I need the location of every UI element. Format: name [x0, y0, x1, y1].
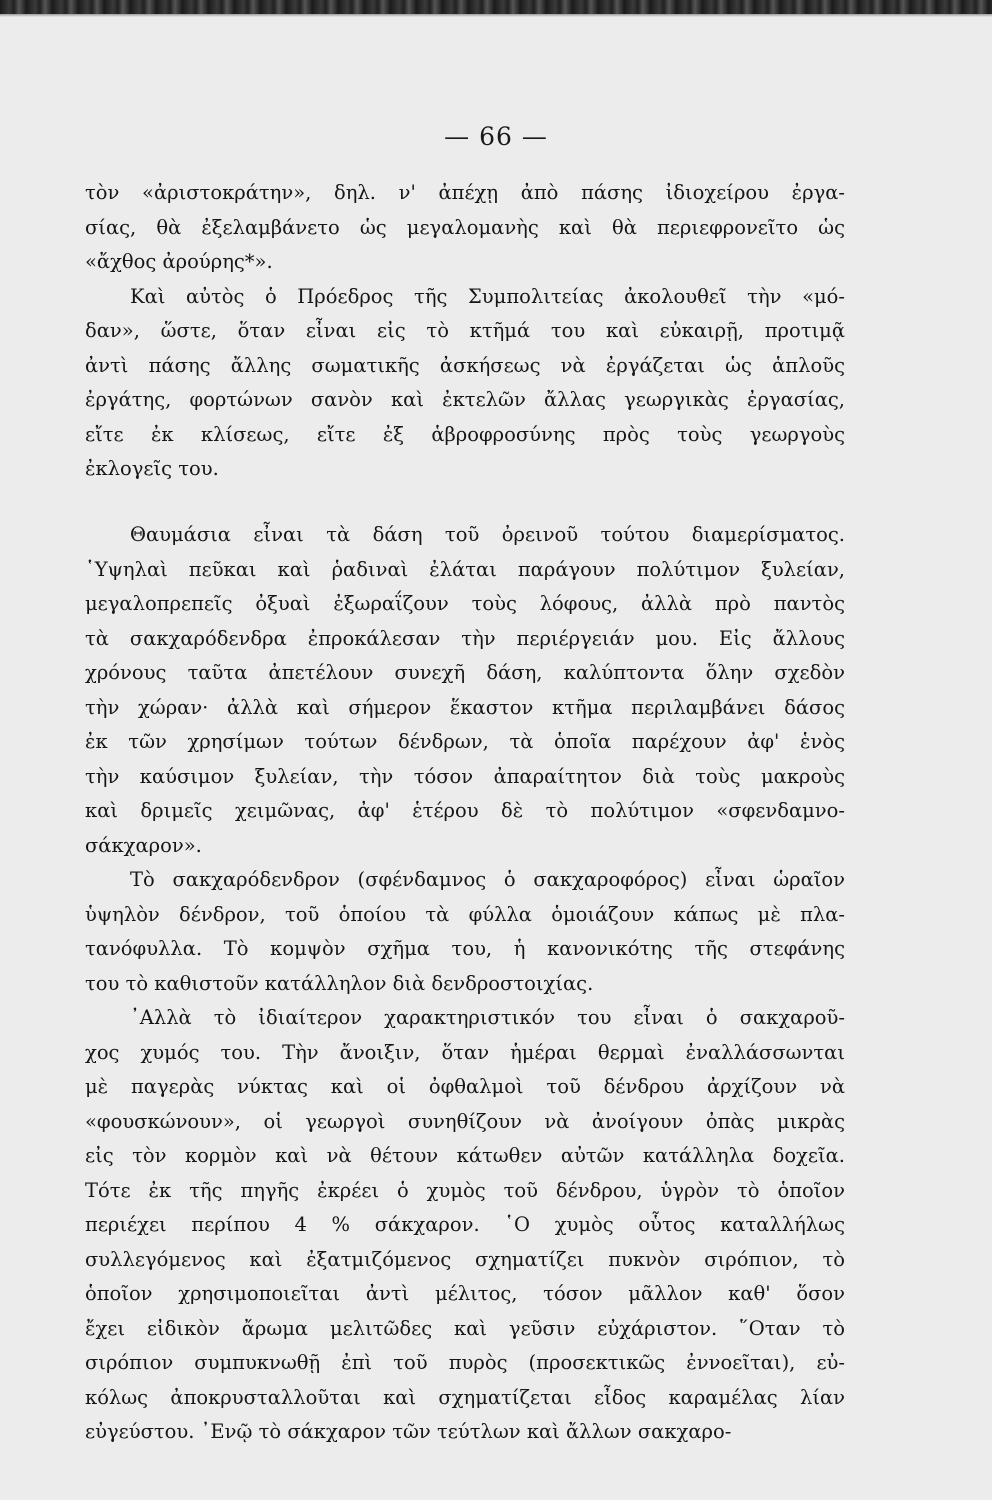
text-line: εὐγεύστου. ᾿Ενῷ τὸ σάκχαρον τῶν τεύτλων καὶ ἄλλων σακχαρο-	[85, 1420, 732, 1443]
text-line: «ἄχθος ἀρούρης*».	[85, 250, 273, 273]
text-line: ἐκ τῶν χρησίμων τούτων δένδρων, τὰ ὁποῖα παρέχουν ἀφ' ἑνὸς	[85, 730, 845, 753]
text-line: μεγαλοπρεπεῖς ὀξυαὶ ἐξωραΐζουν τοὺς λόφους, ἀλλὰ πρὸ παντὸς	[85, 592, 845, 615]
text-line: τὴν καύσιμον ξυλείαν, τὴν τόσον ἀπαραίτητον διὰ τοὺς μακροὺς	[85, 764, 845, 788]
text-line: εἰς τὸν κορμὸν καὶ νὰ θέτουν κάτωθεν αὐτῶν κατάλληλα δοχεῖα.	[85, 1144, 845, 1167]
text-line: ὁποῖον χρησιμοποιεῖται ἀντὶ μέλιτος, τόσον μᾶλλον καθ' ὅσον	[85, 1282, 845, 1305]
paragraph	[85, 280, 845, 487]
text-line: «φουσκώνουν», οἱ γεωργοὶ συνηθίζουν νὰ ἀνοίγουν ὀπὰς μικρὰς	[85, 1109, 845, 1133]
text-line: τὰ σακχαρόδενδρα ἐπροκάλεσαν τὴν περιέργειάν μου. Εἰς ἄλλους	[85, 626, 845, 650]
text-line: ἔχει εἰδικὸν ἄρωμα μελιτῶδες καὶ γεῦσιν εὐχάριστον. ῞Οταν τὸ	[85, 1316, 845, 1340]
text-line: περιέχει περίπου 4 % σάκχαρον. ῾Ο χυμὸς οὗτος καταλλήλως	[85, 1213, 845, 1236]
text-line: τανόφυλλα. Τὸ κομψὸν σχῆμα του, ἡ κανονικότης τῆς στεφάνης	[85, 937, 845, 960]
text-line: Τότε ἐκ τῆς πηγῆς ἐκρέει ὁ χυμὸς τοῦ δένδρου, ὑγρὸν τὸ ὁποῖον	[85, 1178, 845, 1202]
text-line: καὶ δριμεῖς χειμῶνας, ἀφ' ἑτέρου δὲ τὸ πολύτιμον «σφενδαμνο-	[85, 799, 845, 822]
text-line: δαν», ὥστε, ὅταν εἶναι εἰς τὸ κτῆμά του καὶ εὐκαιρῇ, προτιμᾷ	[85, 319, 845, 342]
text-line: εἴτε ἐκ κλίσεως, εἴτε ἐξ ἁβροφροσύνης πρὸς τοὺς γεωργοὺς	[85, 422, 845, 446]
text-line: ῾Υψηλαὶ πεῦκαι καὶ ῥαδιναὶ ἐλάται παράγουν πολύτιμον ξυλείαν,	[85, 557, 845, 581]
text-line: ὑψηλὸν δένδρον, τοῦ ὁποίου τὰ φύλλα ὁμοιάζουν κάπως μὲ πλα-	[85, 902, 845, 926]
text-line: χρόνους ταῦτα ἀπετέλουν συνεχῆ δάση, καλύπτοντα ὅλην σχεδὸν	[85, 661, 845, 684]
paragraph	[85, 1001, 845, 1450]
paragraph	[85, 518, 845, 863]
text-line: σίας, θὰ ἐξελαμβάνετο ὡς μεγαλομανὴς καὶ θὰ περιεφρονεῖτο ὡς	[85, 215, 845, 239]
text-line: μὲ παγερὰς νύκτας καὶ οἱ ὀφθαλμοὶ τοῦ δένδρου ἀρχίζουν νὰ	[85, 1075, 845, 1098]
text-line: Τὸ σακχαρόδενδρον (σφένδαμνος ὁ σακχαροφόρος) εἶναι ὡραῖον	[130, 868, 845, 891]
text-line: κόλως ἀποκρυσταλλοῦται καὶ σχηματίζεται εἶδος καραμέλας λίαν	[85, 1385, 845, 1409]
paragraph	[85, 863, 845, 1001]
paragraph	[85, 176, 845, 280]
text-line: τὴν χώραν· ἀλλὰ καὶ σήμερον ἕκαστον κτῆμα περιλαμβάνει δάσος	[85, 695, 845, 719]
text-line: ἐργάτης, φορτώνων σανὸν καὶ ἐκτελῶν ἄλλας γεωργικὰς ἐργασίας,	[85, 388, 845, 411]
text-line: Θαυμάσια εἶναι τὰ δάση τοῦ ὀρεινοῦ τούτου διαμερίσματος.	[130, 523, 845, 546]
text-line: ᾿Αλλὰ τὸ ἰδιαίτερον χαρακτηριστικόν του εἶναι ὁ σακχαροῦ-	[130, 1006, 845, 1029]
scan-top-edge	[0, 0, 992, 14]
text-block-upper	[85, 176, 845, 487]
text-line: ἐκλογεῖς του.	[85, 457, 219, 480]
text-line: ἀντὶ πάσης ἄλλης σωματικῆς ἀσκήσεως νὰ ἐργάζεται ὡς ἁπλοῦς	[85, 353, 845, 377]
text-block-lower	[85, 518, 845, 1450]
text-line: σάκχαρον».	[85, 833, 202, 857]
text-line: Καὶ αὐτὸς ὁ Πρόεδρος τῆς Συμπολιτείας ἀκολουθεῖ τὴν «μό-	[130, 284, 845, 308]
text-line: του τὸ καθιστοῦν κατάλληλον διὰ δενδροστοιχίας.	[85, 971, 594, 995]
page-number: — 66 —	[444, 122, 548, 151]
text-line: τὸν «ἀριστοκράτην», δηλ. ν' ἀπέχῃ ἀπὸ πάσης ἰδιοχείρου ἐργα-	[85, 181, 845, 204]
text-line: χος χυμός του. Τὴν ἄνοιξιν, ὅταν ἡμέραι θερμαὶ ἐναλλάσσωνται	[85, 1040, 845, 1064]
text-line: συλλεγόμενος καὶ ἐξατμιζόμενος σχηματίζει πυκνὸν σιρόπιον, τὸ	[85, 1247, 845, 1271]
text-line: σιρόπιον συμπυκνωθῇ ἐπὶ τοῦ πυρὸς (προσεκτικῶς ἐννοεῖται), εὐ-	[85, 1351, 845, 1374]
